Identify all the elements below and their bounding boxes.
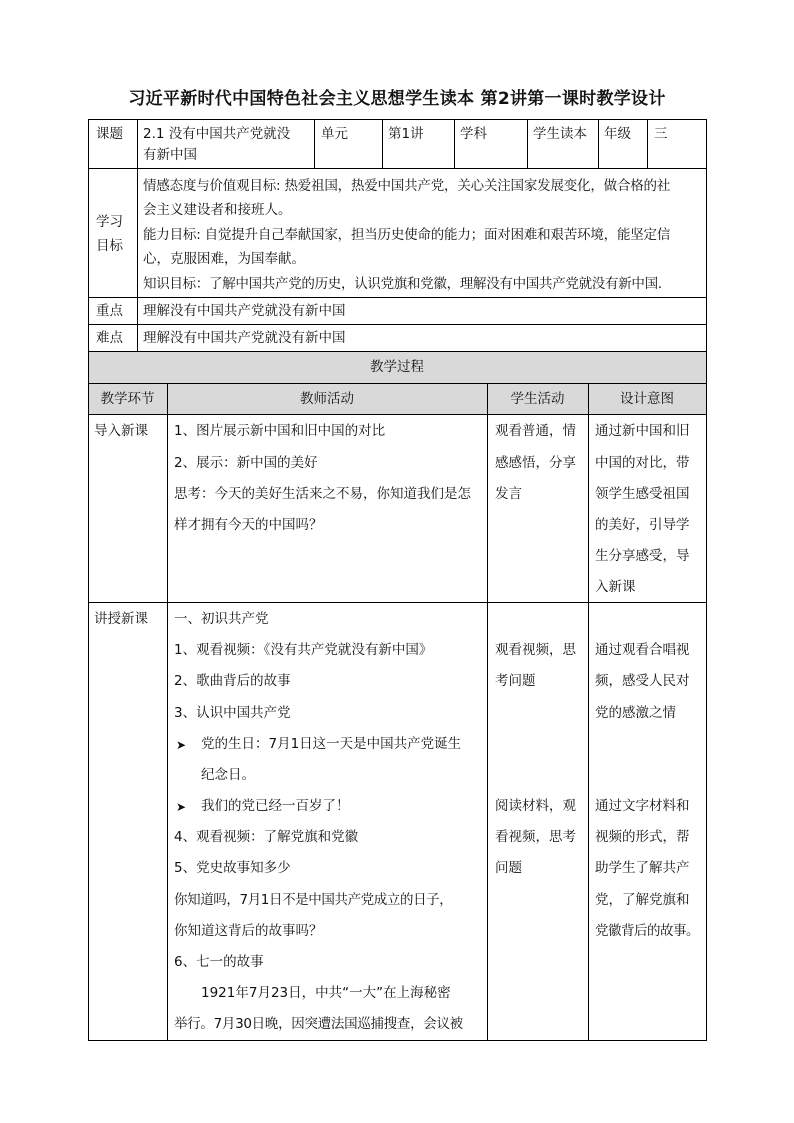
key-point-value: 理解没有中国共产党就没有新中国 (143, 303, 346, 319)
lecture-teacher-line: 我们的党已经一百岁了！ (201, 798, 350, 814)
lecture-teacher-line: 3、认识中国共产党 (174, 705, 291, 721)
intro-intent-line: 入新课 (595, 579, 636, 595)
lecture-intent-line: 通过观看合唱视 (595, 642, 690, 658)
column-header-intent: 设计意图 (620, 391, 674, 407)
process-title: 教学过程 (370, 359, 424, 375)
table-hline (88, 383, 706, 384)
key-point-label: 重点 (96, 303, 123, 319)
page-title: 习近平新时代中国特色社会主义思想学生读本 第2讲第一课时教学设计 (128, 89, 666, 109)
column-header-student: 学生活动 (510, 391, 565, 407)
lecture-intent-line: 党，了解党旗和 (595, 892, 690, 908)
table-vline (454, 119, 455, 168)
lecture-teacher-line: 2、歌曲背后的故事 (174, 673, 291, 689)
table-vline (167, 383, 168, 1041)
table-hline (88, 324, 706, 325)
lecture-student-line: 阅读材料，观 (495, 798, 576, 814)
intro-student-line: 发言 (495, 486, 522, 502)
bullet-arrow-icon: ➤ (176, 738, 187, 752)
lecture-student-line: 考问题 (495, 673, 536, 689)
difficulty-label: 难点 (96, 330, 123, 346)
table-hline (88, 168, 706, 169)
lecture-teacher-line: 4、观看视频：了解党旗和党徽 (174, 829, 359, 845)
table-vline (527, 119, 528, 168)
goals-text-line: 能力目标: 自觉提升自己奉献国家，担当历史使命的能力；面对困难和艰苦环境，能坚定信 (143, 227, 671, 243)
grade-label: 年级 (604, 126, 631, 142)
lecture-intent-line: 频，感受人民对 (595, 673, 690, 689)
table-vline (137, 119, 138, 351)
intro-teacher-line: 1、图片展示新中国和旧中国的对比 (174, 423, 386, 439)
bullet-arrow-icon: ➤ (176, 800, 187, 814)
table-hline (88, 351, 706, 352)
intro-intent-line: 的美好，引导学 (595, 517, 690, 533)
table-vline (382, 119, 383, 168)
table-hline (88, 297, 706, 298)
lecture-teacher-line: 党的生日：7月1日这一天是中国共产党诞生 (201, 736, 462, 752)
lecture-teacher-line: 你知道吗，7月1日不是中国共产党成立的日子， (174, 892, 453, 908)
goals-text-line: 知识目标：了解中国共产党的历史，认识党旗和党徽，理解没有中国共产党就没有新中国. (143, 276, 662, 292)
intro-intent-line: 通过新中国和旧 (595, 423, 690, 439)
topic-value-line2: 有新中国 (143, 147, 197, 163)
topic-value-line1: 2.1 没有中国共产党就没 (143, 126, 291, 142)
lecture-teacher-line: 举行。7月30日晚，因突遭法国巡捕搜查，会议被 (174, 1016, 463, 1032)
lecture-student-line: 观看视频，思 (495, 642, 576, 658)
subject-value: 学生读本 (533, 126, 587, 142)
intro-teacher-line: 2、展示：新中国的美好 (174, 455, 318, 471)
table-vline (88, 119, 89, 1041)
table-hline (88, 414, 706, 415)
lecture-intent-line: 助学生了解共产 (595, 860, 690, 876)
table-vline (487, 383, 488, 1041)
lecture-student-line: 问题 (495, 860, 522, 876)
lecture-intent-line: 通过文字材料和 (595, 798, 690, 814)
lecture-teacher-line: 你知道这背后的故事吗？ (174, 923, 323, 939)
column-header-teacher: 教师活动 (300, 391, 354, 407)
table-hline (88, 1040, 706, 1041)
goals-text-line: 会主义建设者和接班人。 (143, 202, 292, 218)
intro-teacher-line: 思考：今天的美好生活来之不易，你知道我们是怎 (174, 486, 471, 502)
lecture-teacher-line: 纪念日。 (201, 767, 255, 783)
intro-stage: 导入新课 (94, 423, 148, 439)
intro-intent-line: 中国的对比，带 (595, 455, 690, 471)
lecture-teacher-line: 一、初识共产党 (174, 611, 269, 627)
column-header-stage: 教学环节 (100, 391, 155, 407)
table-vline (314, 119, 315, 168)
unit-label: 单元 (321, 126, 348, 142)
lecture-intent-line: 党徽背后的故事。 (595, 923, 699, 939)
goals-text-line: 情感态度与价值观目标: 热爱祖国，热爱中国共产党，关心关注国家发展变化，做合格的社 (143, 178, 671, 194)
lecture-student-line: 看视频，思考 (495, 829, 576, 845)
intro-teacher-line: 样才拥有今天的中国吗？ (174, 517, 323, 533)
grade-value: 三 (654, 126, 668, 142)
intro-student-line: 观看普通，情 (495, 423, 576, 439)
goals-label-line1: 学习 (96, 214, 123, 230)
table-vline (647, 119, 648, 168)
table-vline (588, 383, 589, 1041)
table-vline (598, 119, 599, 168)
topic-label: 课题 (96, 126, 123, 142)
subject-label: 学科 (460, 126, 487, 142)
lecture-intent-line: 党的感激之情 (595, 705, 676, 721)
lecture-teacher-line: 1、观看视频：《没有共产党就没有新中国》 (174, 642, 433, 658)
intro-intent-line: 领学生感受祖国 (595, 486, 690, 502)
goals-text-line: 心，克服困难，为国奉献。 (143, 251, 305, 267)
difficulty-value: 理解没有中国共产党就没有新中国 (143, 330, 346, 346)
intro-student-line: 感感悟，分享 (495, 455, 576, 471)
lecture-teacher-line: 1921年7月23日，中共“一大”在上海秘密 (201, 985, 451, 1001)
lecture-teacher-line: 5、党史故事知多少 (174, 860, 291, 876)
goals-label-line2: 目标 (96, 238, 123, 254)
lecture-intent-line: 视频的形式，帮 (595, 829, 690, 845)
table-hline (88, 119, 706, 120)
unit-value: 第1讲 (388, 126, 424, 142)
lecture-teacher-line: 6、七一的故事 (174, 954, 264, 970)
table-vline (706, 119, 707, 1041)
lecture-stage: 讲授新课 (94, 611, 148, 627)
intro-intent-line: 生分享感受，导 (595, 548, 690, 564)
table-hline (88, 602, 706, 603)
